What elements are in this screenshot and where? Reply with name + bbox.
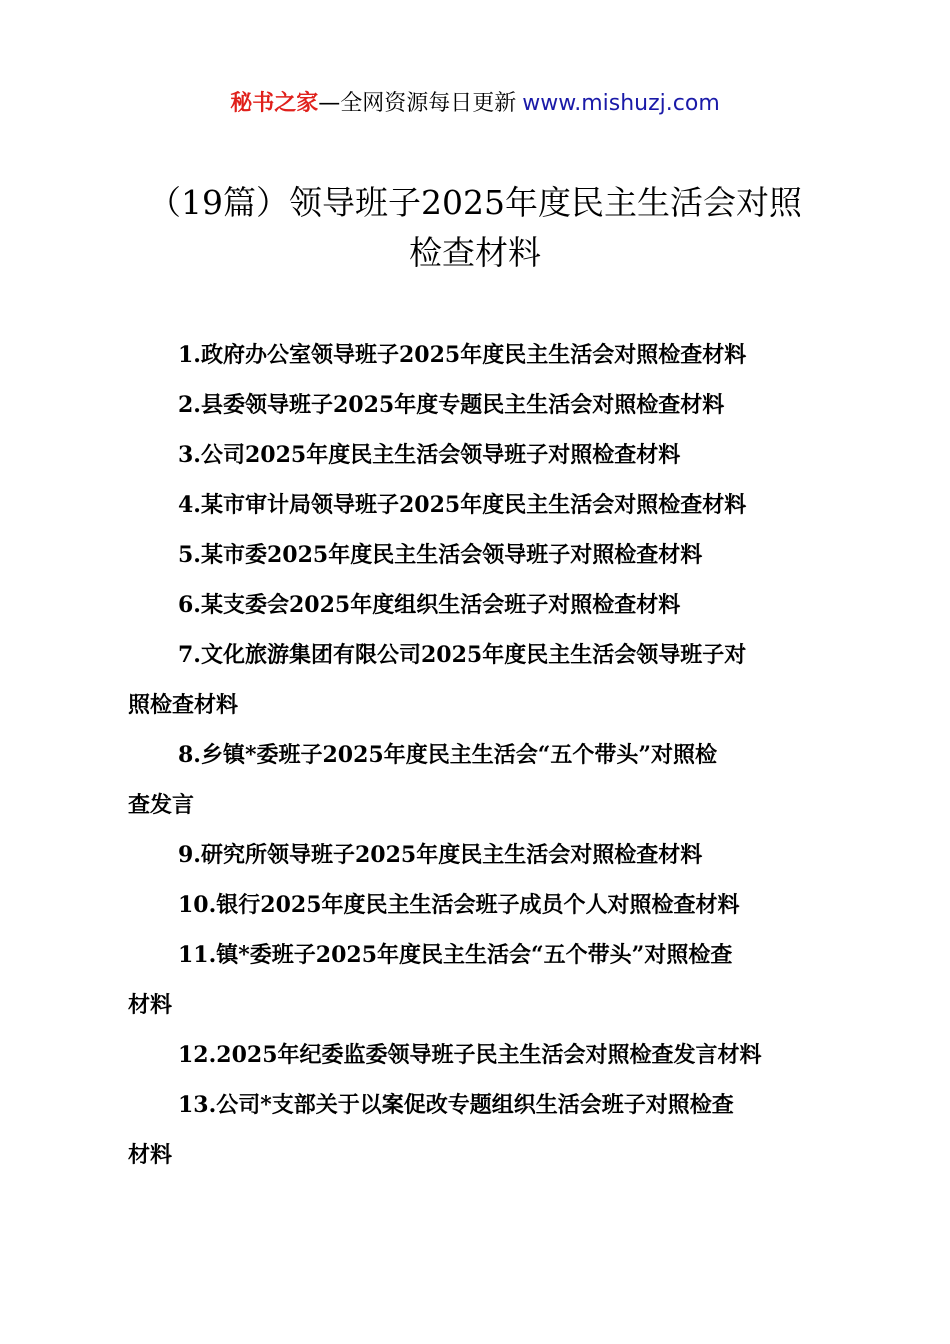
site-url-link[interactable]: www.mishuzj.com — [522, 91, 720, 116]
brand-name: 秘书之家 — [230, 91, 319, 116]
document-title-line-2: 检查材料 — [409, 233, 541, 272]
toc-item-5 — [128, 530, 834, 580]
toc-item-text: 1.政府办公室领导班子2025年度民主生活会对照检查材料 — [178, 342, 747, 368]
table-of-contents — [128, 330, 834, 1180]
toc-item-text: 5.某市委2025年度民主生活会领导班子对照检查材料 — [178, 542, 703, 568]
toc-item-continuation: 材料 — [128, 1142, 173, 1168]
toc-item-13 — [128, 1080, 834, 1180]
toc-item-1 — [128, 330, 834, 380]
toc-item-continuation: 照检查材料 — [128, 692, 239, 718]
document-title — [115, 178, 835, 278]
toc-item-text: 9.研究所领导班子2025年度民主生活会对照检查材料 — [178, 842, 703, 868]
site-tagline: —全网资源每日更新 — [318, 91, 517, 116]
toc-item-11 — [128, 930, 834, 1030]
site-header — [0, 88, 950, 120]
toc-item-text: 12.2025年纪委监委领导班子民主生活会对照检查发言材料 — [178, 1042, 762, 1068]
toc-item-continuation: 查发言 — [128, 792, 195, 818]
toc-item-4 — [128, 480, 834, 530]
toc-item-continuation: 材料 — [128, 992, 173, 1018]
toc-item-text: 4.某市审计局领导班子2025年度民主生活会对照检查材料 — [178, 492, 747, 518]
toc-item-text: 11.镇*委班子2025年度民主生活会“五个带头”对照检查 — [178, 942, 733, 968]
toc-item-text: 13.公司*支部关于以案促改专题组织生活会班子对照检查 — [178, 1092, 734, 1118]
toc-item-text: 2.县委领导班子2025年度专题民主生活会对照检查材料 — [178, 392, 725, 418]
toc-item-9 — [128, 830, 834, 880]
toc-item-3 — [128, 430, 834, 480]
toc-item-8 — [128, 730, 834, 830]
toc-item-6 — [128, 580, 834, 630]
toc-item-2 — [128, 380, 834, 430]
toc-item-text: 6.某支委会2025年度组织生活会班子对照检查材料 — [178, 592, 681, 618]
toc-item-text: 8.乡镇*委班子2025年度民主生活会“五个带头”对照检 — [178, 742, 718, 768]
toc-item-7 — [128, 630, 834, 730]
toc-item-10 — [128, 880, 834, 930]
toc-item-text: 3.公司2025年度民主生活会领导班子对照检查材料 — [178, 442, 681, 468]
toc-item-text: 10.银行2025年度民主生活会班子成员个人对照检查材料 — [178, 892, 740, 918]
toc-item-12 — [128, 1030, 834, 1080]
toc-item-text: 7.文化旅游集团有限公司2025年度民主生活会领导班子对 — [178, 642, 747, 668]
document-title-line-1: （19篇）领导班子2025年度民主生活会对照 — [148, 183, 802, 222]
